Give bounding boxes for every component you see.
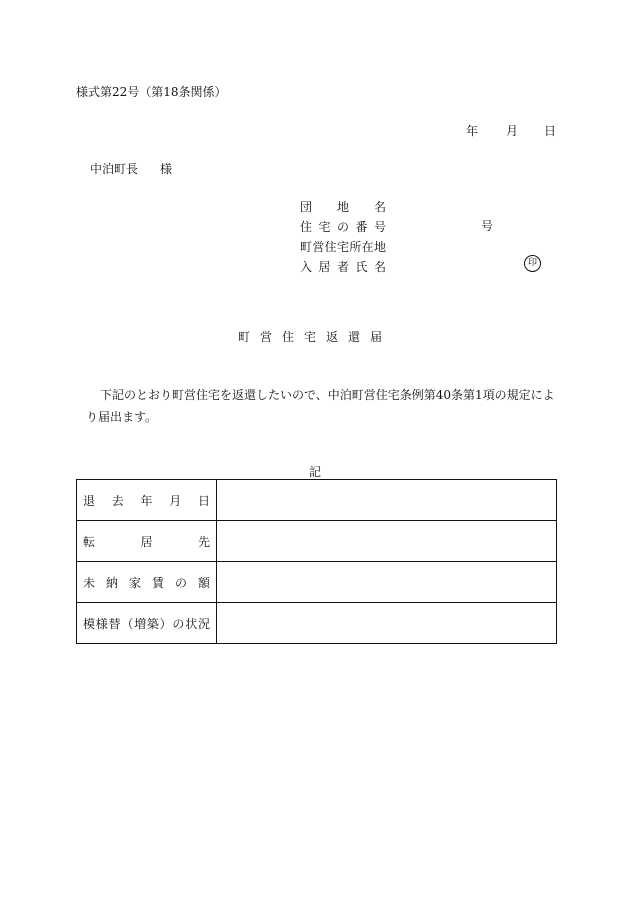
table-row <box>77 562 557 603</box>
estate-name-label: 団 地 名 <box>300 200 386 214</box>
house-number-label: 住宅の番号 <box>300 220 386 234</box>
addressee-name: 中泊町長 <box>90 162 139 176</box>
unpaid-rent-label: 未納家賃の額 <box>77 562 217 603</box>
date-day: 日 <box>544 124 557 138</box>
move-out-date-label: 退去年月日 <box>77 480 217 521</box>
body-text: 下記のとおり町営住宅を返還したいので、中泊町営住宅条例第40条第1項の規定により届出ます。 <box>86 388 555 424</box>
date-year: 年 <box>466 124 479 138</box>
addressee <box>90 160 172 177</box>
date-line <box>466 122 556 139</box>
resident-name-label: 入居者氏名 <box>300 260 386 274</box>
document-title: 町営住宅返還届 <box>237 330 392 344</box>
address-label: 町営住宅所在地 <box>300 240 386 254</box>
addressee-honorific: 様 <box>160 162 173 176</box>
move-out-date-field[interactable] <box>217 480 557 521</box>
house-number-suffix: 号 <box>481 219 494 233</box>
form-number: 様式第22号（第18条関係） <box>76 85 227 99</box>
applicant-row-resident <box>300 257 386 277</box>
remodel-status-label: 模様替（増築）の状況 <box>77 603 217 644</box>
applicant-row-address <box>300 237 386 257</box>
applicant-info <box>300 197 537 277</box>
date-month: 月 <box>506 124 519 138</box>
table-row <box>77 603 557 644</box>
unpaid-rent-field[interactable] <box>217 562 557 603</box>
new-address-field[interactable] <box>217 521 557 562</box>
table-row <box>77 521 557 562</box>
remodel-status-field[interactable] <box>217 603 557 644</box>
new-address-label: 転居先 <box>77 521 217 562</box>
ki-heading: 記 <box>308 465 321 479</box>
applicant-row-house-number <box>300 217 386 237</box>
table-row <box>77 480 557 521</box>
detail-table <box>76 479 557 644</box>
applicant-row-estate <box>300 197 386 217</box>
seal-mark: 印 <box>524 255 541 272</box>
